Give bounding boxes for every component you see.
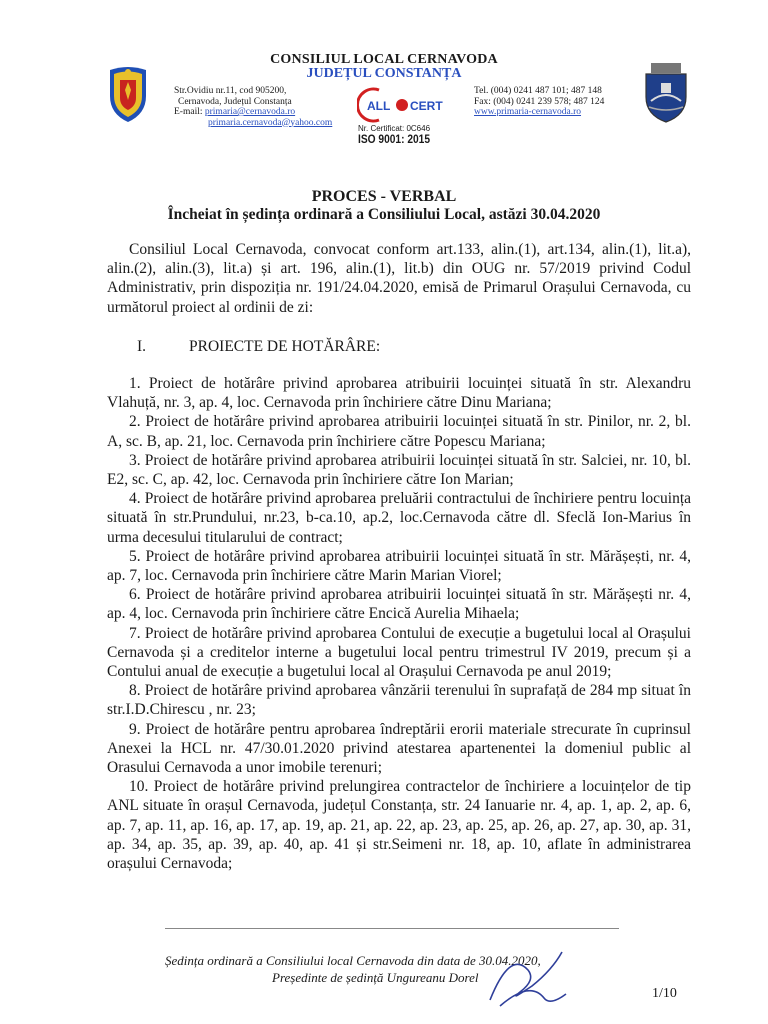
address-city: Cernavoda, Județul Constanța bbox=[178, 96, 292, 107]
website-link[interactable]: www.primaria-cernavoda.ro bbox=[474, 107, 582, 117]
cernavoda-coat-of-arms-icon bbox=[643, 63, 689, 123]
fax-number: Fax: (004) 0241 239 578; 487 124 bbox=[474, 96, 605, 107]
agenda-item: 5. Proiect de hotărâre privind aprobarea atribuirii locuinței situată în str. Mărășești, nr. 4, ap. 7, loc. Cernavoda prin închiriere către Marin Marian Viorel; bbox=[107, 547, 691, 585]
agenda-item: 6. Proiect de hotărâre privind aprobarea atribuirii locuinței situată în str. Mărășești nr. 4, ap. 4, loc. Cernavoda prin închiriere către Encică Aurelia Mihaela; bbox=[107, 586, 691, 623]
agenda-item: 2. Proiect de hotărâre privind aprobarea atribuirii locuinței situată în str. Pinilor, nr. 2, bl. A, sc. B, ap. 21, loc. Cernavoda prin închiriere către Popescu Mariana; bbox=[107, 413, 691, 450]
footer-session-line: Ședința ordinară a Consiliului local Cernavoda din data de 30.04.2020, bbox=[165, 953, 541, 968]
iso-standard: ISO 9001: 2015 bbox=[358, 132, 431, 146]
county-name: JUDEȚUL CONSTANȚA bbox=[306, 66, 462, 81]
handwritten-signature-icon bbox=[470, 940, 580, 1015]
section-title: PROIECTE DE HOTĂRÂRE: bbox=[189, 337, 381, 355]
certificate-number: Nr. Certificat: 0C646 bbox=[358, 124, 431, 133]
document-body bbox=[107, 240, 691, 873]
section-heading bbox=[137, 337, 691, 356]
romania-coat-of-arms-icon bbox=[106, 66, 150, 124]
email-link-primary[interactable]: primaria@cernavoda.ro bbox=[204, 107, 296, 117]
document-subtitle: Încheiat în ședința ordinară a Consiliului Local, astăzi 30.04.2020 bbox=[167, 206, 601, 223]
agenda-item: 8. Proiect de hotărâre privind aprobarea vânzării terenului în suprafață de 284 mp situat în str.I.D.Chirescu , nr. 23; bbox=[107, 682, 691, 719]
agenda-item: 10. Proiect de hotărâre privind prelungirea contractelor de închiriere a locuințelor de tip ANL situate în orașul Cernavoda, județul Constanța, str. 24 Ianuarie nr. 4, ap. 1, ap. 2, ap. 6, ap. 7, ap. 11, ap. 16, ap. 17, ap. 19, ap. 21, ap. 22, ap. 23, ap. 25, ap. 26, ap. 27, ap. 30, ap. 31, ap. 34, ap. 35, ap. 39, ap. 40, ap. 41 și str.Seimeni nr. 18, ap. 10, aflate în administrarea orașului Cernavoda; bbox=[107, 778, 691, 873]
cert-brand-right: CERT bbox=[410, 99, 443, 113]
agenda-item: 3. Proiect de hotărâre privind aprobarea atribuirii locuinței situată în str. Salciei, nr. 10, bl. E2, sc. C, ap. 42, loc. Cernavoda prin închiriere către Ion Marian; bbox=[107, 451, 691, 489]
agenda-item: 7. Proiect de hotărâre privind aprobarea Contului de execuție a bugetului local al Orașului Cernavoda și a creditelor interne a bugetului local pentru trimestrul IV 2019, precum și a Contului anual de execuție a bugetului local al Orașului Cernavoda pe anul 2019; bbox=[107, 624, 691, 681]
document-title: PROCES - VERBAL bbox=[311, 188, 457, 205]
agenda-item: 9. Proiect de hotărâre pentru aprobarea îndreptării erorii materiale strecurate în cuprinsul Anexei la HCL nr. 47/30.01.2020 privind atestarea apartenentei la domeniul public al Orasului Cernavoda a unor imobile terenuri; bbox=[107, 720, 691, 777]
address-street: Str.Ovidiu nr.11, cod 905200, bbox=[174, 86, 287, 96]
agenda-item: 1. Proiect de hotărâre privind aprobarea atribuirii locuinței situată în str. Alexandru Vlahuță, nr. 3, ap. 4, loc. Cernavoda prin închiriere către Dinu Mariana; bbox=[107, 375, 691, 412]
cert-brand-left: ALL bbox=[367, 99, 391, 113]
email-label: E-mail: bbox=[174, 107, 205, 117]
contact-block bbox=[474, 86, 604, 118]
address-block bbox=[174, 86, 332, 128]
agenda-list bbox=[107, 374, 691, 873]
footer-divider bbox=[165, 928, 619, 929]
allcert-logo-icon bbox=[357, 86, 465, 124]
intro-paragraph: Consiliul Local Cernavoda, convocat conform art.133, alin.(1), art.134, alin.(1), lit.a), alin.(2), alin.(3), lit.a) și art. 196, alin.(1), lit.b) din OUG nr. 57/2019 privind Codul Administrativ, prin dispoziția nr. 191/24.04.2020, emisă de Primarul Orașului Cernavoda, cu următorul proiect al ordinii de zi: bbox=[107, 241, 691, 316]
institution-name: CONSILIUL LOCAL CERNAVODA bbox=[270, 52, 498, 67]
section-number: I. bbox=[137, 337, 147, 355]
agenda-item: 4. Proiect de hotărâre privind aprobarea preluării contractului de închiriere pentru locuința situată în str.Prundului, nr.23, b-ca.10, ap.2, loc.Cernavoda către dl. Sfeclă Ion-Marius în urma decesului titularului de contract; bbox=[107, 490, 691, 546]
footer-president-line: Președinte de ședință Ungureanu Dorel bbox=[272, 970, 479, 985]
page-number: 1/10 bbox=[652, 986, 677, 1001]
phone-number: Tel. (004) 0241 487 101; 487 148 bbox=[474, 86, 602, 96]
email-link-secondary[interactable]: primaria.cernavoda@yahoo.com bbox=[208, 117, 333, 128]
